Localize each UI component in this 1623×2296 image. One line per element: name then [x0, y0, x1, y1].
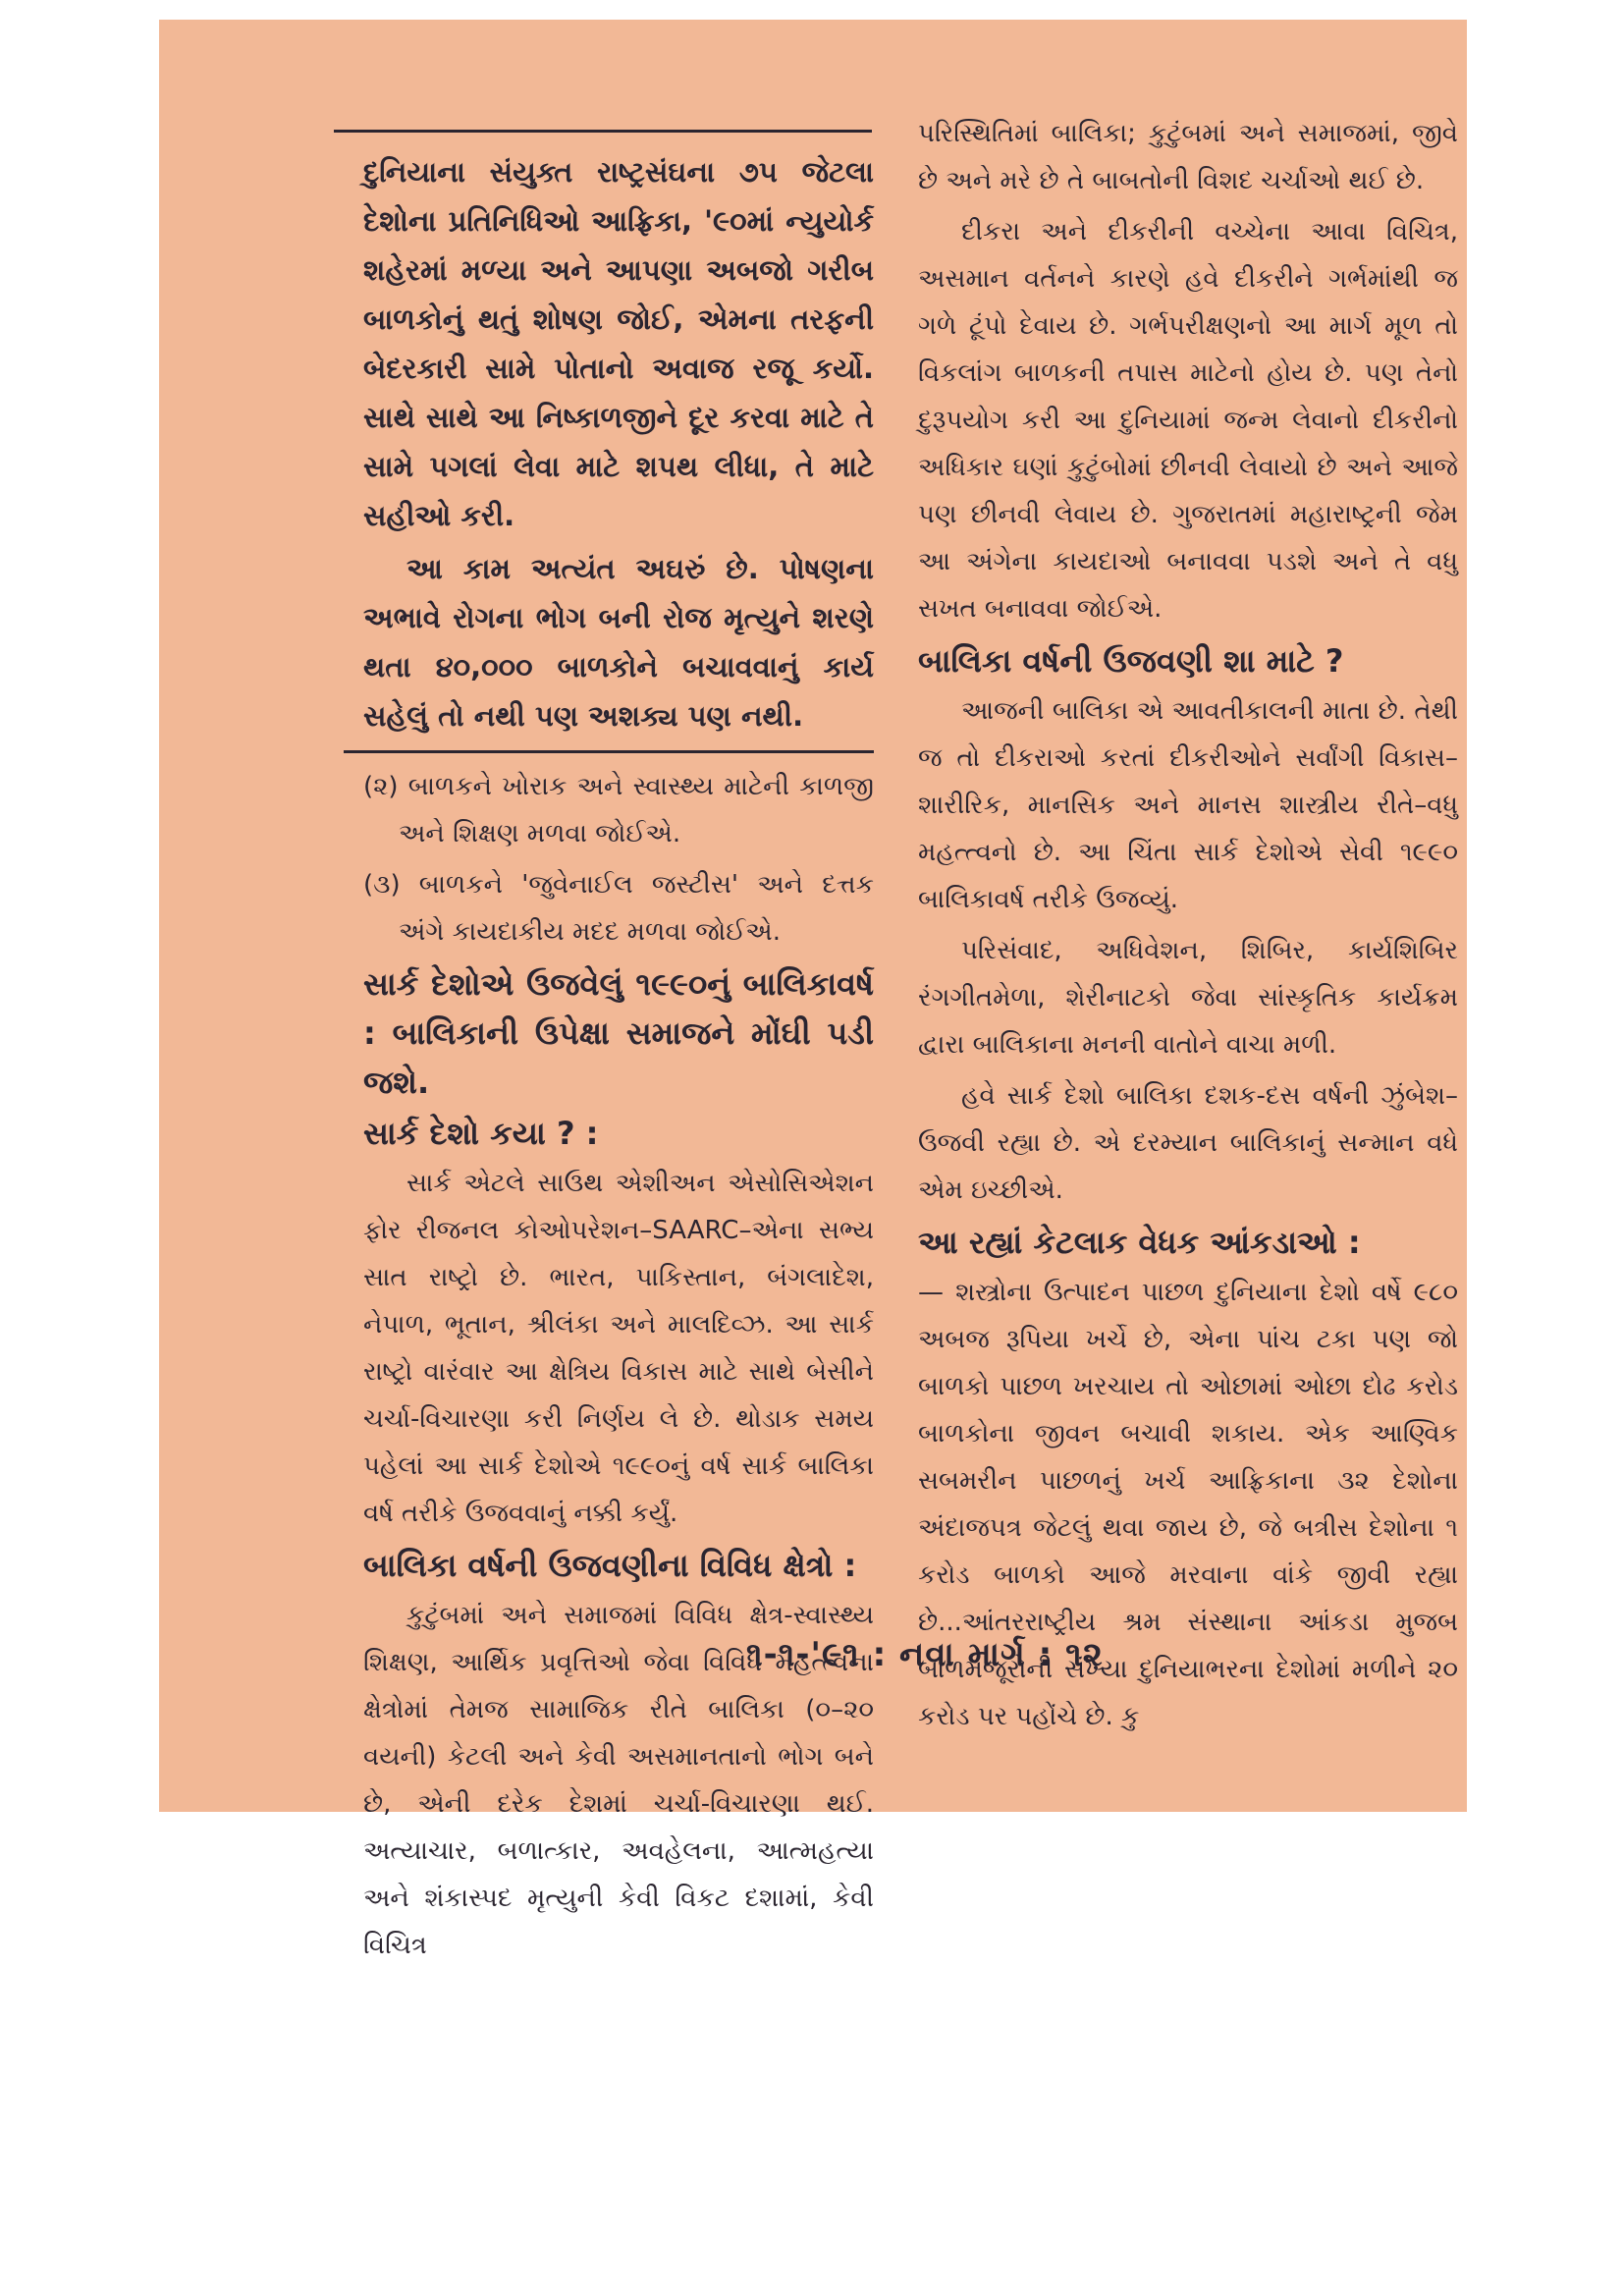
left-column [363, 147, 874, 1973]
divider [344, 750, 874, 753]
page-footer: ૧-૧-'૯૧ : નવા માર્ગ : ૧૨ [746, 1635, 1104, 1674]
section-heading-saarc-year: સાર્ક દેશોએ ઉજવેલું ૧૯૯૦નું બાલિકાવર્ષ : બાલિકાની ઉપેક્ષા સમાજને મોંઘી પડી જશે. [363, 965, 874, 1101]
section-heading-why: બાલિકા વર્ષની ઉજવણી શા માટે ? [918, 642, 1344, 680]
fields-paragraph: કુટુંબમાં અને સમાજમાં વિવિધ ક્ષેત્ર-સ્વાસ્થ્ય શિક્ષણ, આર્થિક પ્રવૃત્તિઓ જેવા વિવિધ મહત્ત્વના ક્ષેત્રોમાં તેમજ સામાજિક રીતે બાલિકા (૦–૨૦ વયની) કેટલી અને કેવી અસમાનતાનો ભોગ બને છે, એની દરેક દેશમાં ચર્ચા-વિચારણા થઈ. અત્યાચાર, બળાત્કાર, અવહેલના, આત્મહત્યા અને શંકાસ્પદ મૃત્યુની કેવી વિકટ દશામાં, કેવી વિચિત્ર [363, 1601, 874, 1960]
section-heading-statistics: આ રહ્યાં કેટલાક વેધક આંકડાઓ : [918, 1224, 1361, 1261]
statistics-paragraph: — શસ્ત્રોના ઉત્પાદન પાછળ દુનિયાના દેશો વર્ષે ૯૮૦ અબજ રૂપિયા ખર્ચે છે, એના પાંચ ટકા પણ જો બાળકો પાછળ ખરચાય તો ઓછામાં ઓછા દોઢ કરોડ બાળકોના જીવન બચાવી શકાય. એક આણ્વિક સબમરીન પાછળનું ખર્ચ આફ્રિકાના ૩૨ દેશોના અંદાજપત્ર જેટલું થવા જાય છે, જે બત્રીસ દેશોના ૧ કરોડ બાળકો આજે મરવાના વાંકે જીવી રહ્યા છે...આંતરરાષ્ટ્રીય શ્રમ સંસ્થાના આંકડા મુજબ બાળમજૂરોની સંખ્યા દુનિયાભરના દેશોમાં મળીને ૨૦ કરોડ પર પહોંચે છે. કુ [918, 1278, 1458, 1731]
top-rule [334, 130, 872, 133]
right-paragraph-5: હવે સાર્ક દેશો બાલિકા દશક-દસ વર્ષની ઝુંબેશ–ઉજવી રહ્યા છે. એ દરમ્યાન બાલિકાનું સન્માન વધે એમ ઇચ્છીએ. [918, 1081, 1458, 1205]
section-heading-fields: બાલિકા વર્ષની ઉજવણીના વિવિધ ક્ષેત્રો : [363, 1547, 857, 1584]
right-paragraph-3: આજની બાલિકા એ આવતીકાલની માતા છે. તેથી જ તો દીકરાઓ કરતાં દીકરીઓને સર્વાંગી વિકાસ–શારીરિક, માનસિક અને માનસ શાસ્ત્રીય રીતે–વધુ મહત્ત્વનો છે. આ ચિંતા સાર્ક દેશોએ સેવી ૧૯૯૦ બાલિકાવર્ષ તરીકે ઉજવ્યું. [918, 696, 1458, 914]
intro-paragraph-2: આ કામ અત્યંત અઘરું છે. પોષણના અભાવે રોગના ભોગ બની રોજ મૃત્યુને શરણે થતા ૪૦,૦૦૦ બાળકોને બચાવવાનું કાર્ય સહેલું તો નથી પણ અશક્ય પણ નથી. [363, 552, 874, 733]
section-heading-saarc-countries: સાર્ક દેશો કયા ? : [363, 1115, 599, 1152]
right-paragraph-2: દીકરા અને દીકરીની વચ્ચેના આવા વિચિત્ર, અસમાન વર્તનને કારણે હવે દીકરીને ગર્ભમાંથી જ ગળે ટૂંપો દેવાય છે. ગર્ભપરીક્ષણનો આ માર્ગ મૂળ તો વિકલાંગ બાળકની તપાસ માટેનો હોય છે. પણ તેનો દુરૂપયોગ કરી આ દુનિયામાં જન્મ લેવાનો દીકરીનો અધિકાર ઘણાં કુટુંબોમાં છીનવી લેવાયો છે અને આજે પણ છીનવી લેવાય છે. ગુજરાતમાં મહારાષ્ટ્રની જેમ આ અંગેના કાયદાઓ બનાવવા પડશે અને તે વધુ સખત બનાવવા જોઈએ. [918, 217, 1458, 624]
intro-paragraph: દુનિયાના સંયુક્ત રાષ્ટ્રસંઘના ૭૫ જેટલા દેશોના પ્રતિનિધિઓ આફ્રિકા, '૯૦માં ન્યુયોર્ક શહેરમાં મળ્યા અને આપણા અબજો ગરીબ બાળકોનું થતું શોષણ જોઈ, એમના તરફની બેદરકારી સામે પોતાનો અવાજ રજૂ કર્યો. સાથે સાથે આ નિષ્કાળજીને દૂર કરવા માટે તે સામે પગલાં લેવા માટે શપથ લીધા, તે માટે સહીઓ કરી. [363, 155, 874, 532]
point-2: (૨) બાળકને ખોરાક અને સ્વાસ્થ્ય માટેની કાળજી અને શિક્ષણ મળવા જોઈએ. [363, 772, 874, 848]
point-3: (૩) બાળકને 'જુવેનાઈલ જસ્ટીસ' અને દત્તક અંગે કાયદાકીય મદદ મળવા જોઈએ. [363, 870, 874, 947]
saarc-paragraph: સાર્ક એટલે સાઉથ એશીઅન એસોસિએશન ફોર રીજનલ કોઓપરેશન–SAARC–એના સભ્ય સાત રાષ્ટ્રો છે. ભારત, પાકિસ્તાન, બંગલાદેશ, નેપાળ, ભૂતાન, શ્રીલંકા અને માલદિવ્ઝ. આ સાર્ક રાષ્ટ્રો વારંવાર આ ક્ષેત્રિય વિકાસ માટે સાથે બેસીને ચર્ચા-વિચારણા કરી નિર્ણય લે છે. થોડાક સમય પહેલાં આ સાર્ક દેશોએ ૧૯૯૦નું વર્ષ સાર્ક બાલિકા વર્ષ તરીકે ઉજવવાનું નક્કી કર્યું. [363, 1169, 874, 1528]
right-paragraph-4: પરિસંવાદ, અધિવેશન, શિબિર, કાર્યશિબિર રંગગીતમેળા, શેરીનાટકો જેવા સાંસ્કૃતિક કાર્યક્રમ દ્વારા બાલિકાના મનની વાતોને વાચા મળી. [918, 936, 1458, 1060]
right-column [918, 110, 1458, 1744]
right-paragraph-1: પરિસ્થિતિમાં બાલિકા; કુટુંબમાં અને સમાજમાં, જીવે છે અને મરે છે તે બાબતોની વિશદ ચર્ચાઓ થઈ છે. [918, 119, 1458, 195]
